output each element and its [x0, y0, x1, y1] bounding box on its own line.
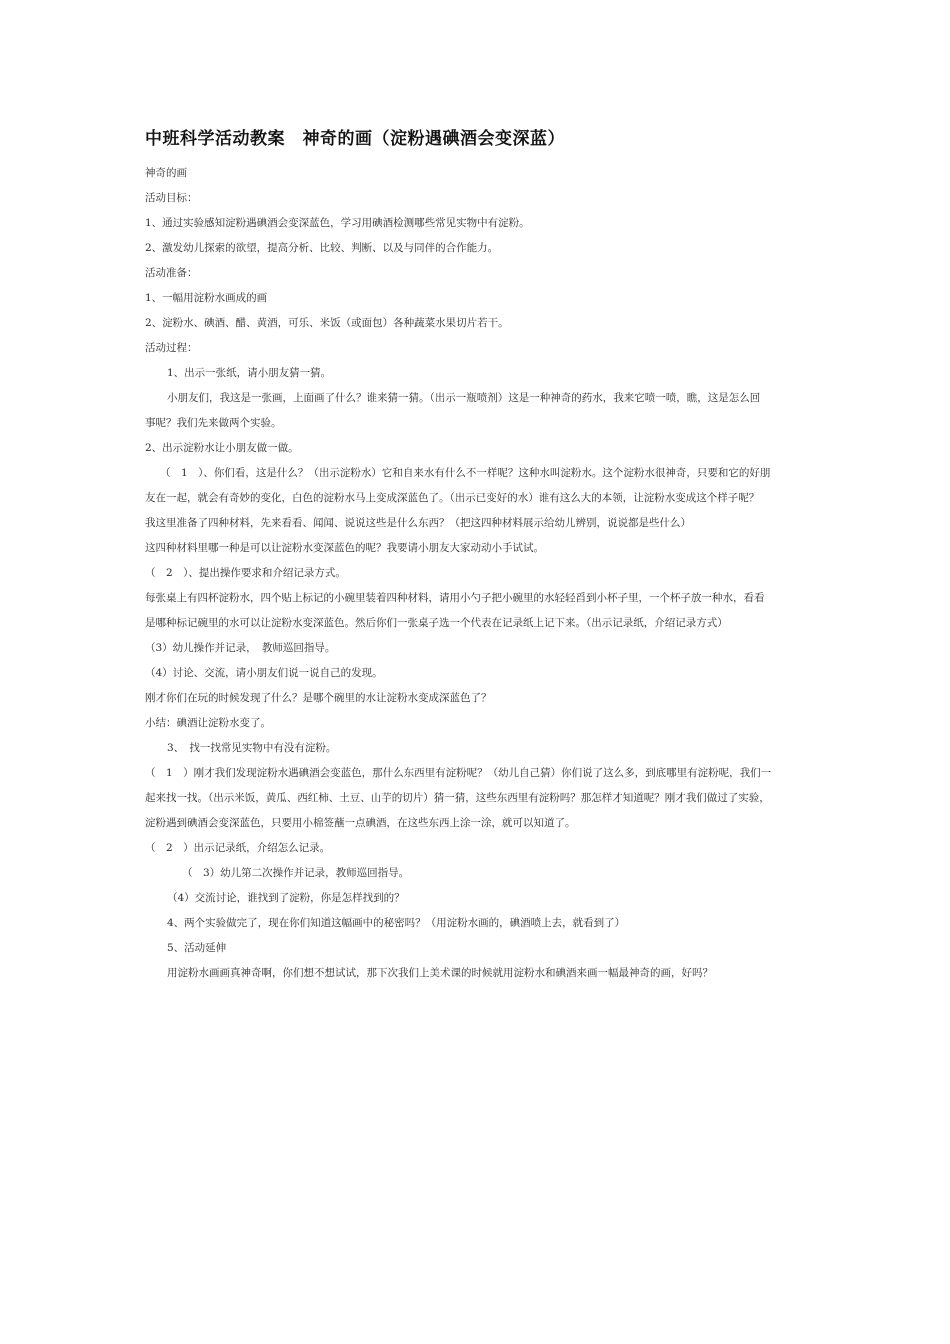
text-line: （4）交流讨论，谁找到了淀粉，你是怎样找到的？ — [167, 892, 405, 904]
text-line: 神奇的画 — [145, 167, 187, 179]
text-line: 每张桌上有四杯淀粉水，四个贴上标记的小碗里装着四种材料，请用小勺子把小碗里的水轻轻舀到小杯子里，一个杯子放一种水，看看 — [145, 592, 765, 604]
text-line: （ 1 ）刚才我们发现淀粉水遇碘酒会变蓝色，那什么东西里有淀粉呢？（幼儿自己猜）你们说了这么多，到底哪里有淀粉呢，我们一 — [145, 767, 772, 779]
text-line: 我这里准备了四种材料，先来看看、闻闻、说说这些是什么东西？（把这四种材料展示给幼儿辨别，说说都是些什么） — [145, 517, 691, 529]
text-line: 2、出示淀粉水让小朋友做一做。 — [145, 442, 299, 454]
text-line: 这四种材料里哪一种是可以让淀粉水变深蓝色的呢？我要请小朋友大家动动小手试试。 — [145, 542, 544, 554]
text-line: 刚才你们在玩的时候发现了什么？是哪个碗里的水让淀粉水变成深蓝色了？ — [145, 692, 492, 704]
document-title: 中班科学活动教案 神奇的画（淀粉遇碘酒会变深蓝） — [145, 129, 565, 149]
text-line: 2、淀粉水、碘酒、醋、黄酒，可乐、米饭（或面包）各种蔬菜水果切片若干。 — [145, 317, 509, 329]
text-line: （ 1 ）、你们看，这是什么？（出示淀粉水）它和自来水有什么不一样呢？这种水叫淀粉水。这个淀粉水很神奇，只要和它的好朋 — [160, 467, 771, 479]
text-line: 事呢？我们先来做两个实验。 — [145, 417, 282, 429]
text-line: 用淀粉水画画真神奇啊，你们想不想试试，那下次我们上美术课的时候就用淀粉水和碘酒来画一幅最神奇的画，好吗？ — [167, 967, 713, 979]
text-line: 1、通过实验感知淀粉遇碘酒会变深蓝色，学习用碘酒检测哪些常见实物中有淀粉。 — [145, 217, 530, 229]
text-line: （3）幼儿操作并记录， 教师巡回指导。 — [145, 642, 336, 654]
text-line: （ 2 ）、提出操作要求和介绍记录方式。 — [145, 567, 346, 579]
text-line: 2、激发幼儿探索的欲望，提高分析、比较、判断、以及与同伴的合作能力。 — [145, 242, 499, 254]
text-line: 活动过程： — [145, 342, 198, 354]
text-line: 4、两个实验做完了，现在你们知道这幅画中的秘密吗？（用淀粉水画的，碘酒喷上去，就看到了） — [167, 917, 626, 929]
text-line: 活动准备： — [145, 267, 198, 279]
text-line: 1、一幅用淀粉水画成的画 — [145, 292, 268, 304]
text-line: 小结：碘酒让淀粉水变了。 — [145, 717, 271, 729]
text-line: 起来找一找。（出示米饭，黄瓜、西红柿、土豆、山芋的切片）猜一猜，这些东西里有淀粉吗？那怎样才知道呢？刚才我们做过了实验， — [145, 792, 770, 804]
text-line: （ 2 ）出示记录纸，介绍怎么记录。 — [145, 842, 331, 854]
text-line: 淀粉遇到碘酒会变深蓝色，只要用小棉签蘸一点碘酒，在这些东西上涂一涂，就可以知道了。 — [145, 817, 576, 829]
text-line: 是哪种标记碗里的水可以让淀粉水变深蓝色。然后你们一张桌子选一个代表在记录纸上记下来。（出示记录纸，介绍记录方式） — [145, 617, 728, 629]
text-line: 友在一起，就会有奇妙的变化，白色的淀粉水马上变成深蓝色了。（出示已变好的水）谁有这么大的本领，让淀粉水变成这个样子呢？ — [145, 492, 760, 504]
text-line: 3、 找一找常见实物中有没有淀粉。 — [167, 742, 337, 754]
text-line: 5、活动延伸 — [167, 942, 227, 954]
text-line: 小朋友们，我这是一张画，上面画了什么？谁来猜一猜。（出示一瓶喷剂）这是一种神奇的药水，我来它喷一喷，瞧，这是怎么回 — [167, 392, 761, 404]
text-line: 活动目标： — [145, 192, 198, 204]
text-line: （4）讨论、交流，请小朋友们说一说自己的发现。 — [145, 667, 383, 679]
text-line: （ 3）幼儿第二次操作并记录，教师巡回指导。 — [182, 867, 410, 879]
text-line: 1、出示一张纸，请小朋友猜一猜。 — [167, 367, 332, 379]
